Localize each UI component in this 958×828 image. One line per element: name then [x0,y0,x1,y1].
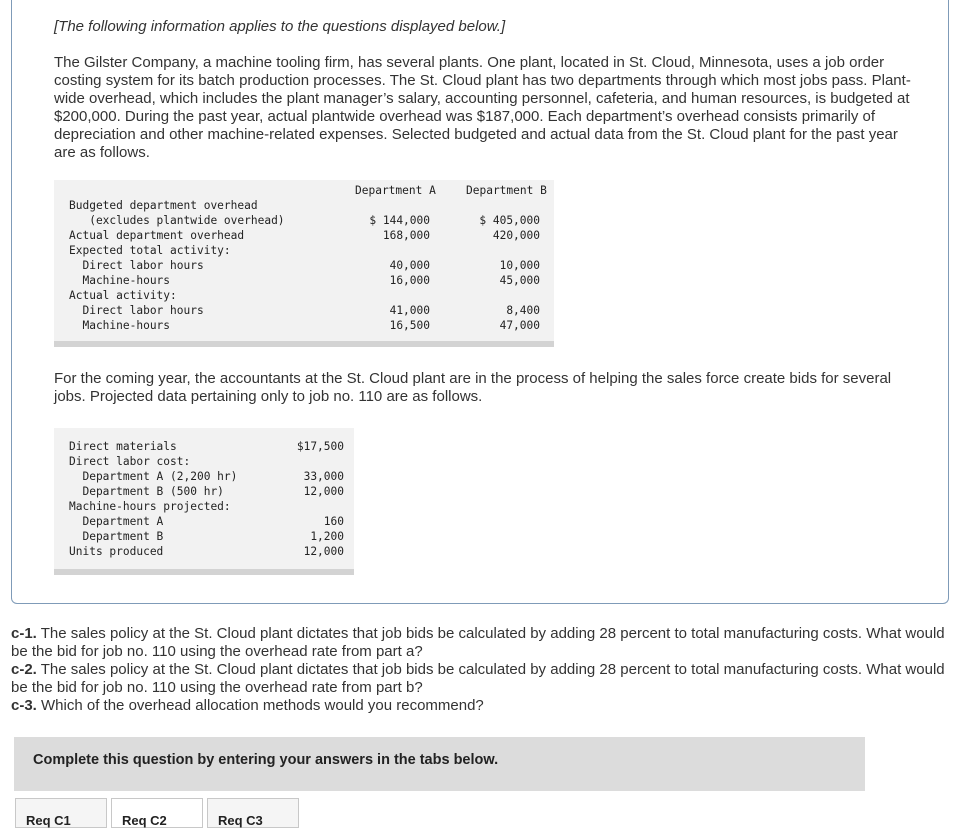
table2-row-value [254,454,344,469]
table2-row-label: Direct labor cost: [69,455,191,468]
question-c3: c-3. Which of the overhead allocation methods would you recommend? [11,697,484,714]
table2-row-label: Department A [69,515,164,528]
table1-row-label: Expected total activity: [69,244,231,257]
col-header-dept-b: Department B [466,184,547,197]
table2-row-label: Machine-hours projected: [69,500,231,513]
table1-cell-dept-b: 420,000 [492,229,540,242]
table1-cell-dept-b: 10,000 [499,259,540,272]
table1-row-label: Actual department overhead [69,229,245,242]
table1-cell-dept-a: 16,000 [389,274,430,287]
table1-cell-dept-a: 41,000 [389,304,430,317]
table1-cell-dept-b [454,243,540,258]
table1-cell-dept-a: $ 144,000 [369,214,430,227]
table2-row-value: $17,500 [296,440,344,453]
table-bottom-rule [54,569,354,575]
table1-row-label: Machine-hours [69,319,171,332]
budget-actual-table [54,180,554,347]
tab-req-c3[interactable]: Req C3 [207,798,299,828]
table2-row-label: Direct materials [69,440,177,453]
table2-row-label: Units produced [69,545,164,558]
job-110-description: For the coming year, the accountants at the St. Cloud plant are in the process of helping the sales force create bids for several jobs. Projected data pertaining only to job no. 110 are as follows. [54,370,892,405]
table-bottom-rule [54,341,554,347]
table1-row-label: Machine-hours [69,274,171,287]
questions-block [11,625,951,715]
tab-req-c2[interactable]: Req C2 [111,798,203,828]
table2-row-value: 160 [323,515,344,528]
table1-cell-dept-a [344,198,430,213]
table1-cell-dept-a: 16,500 [389,319,430,332]
table1-row-label: (excludes plantwide overhead) [69,214,285,227]
table1-cell-dept-b: $ 405,000 [479,214,540,227]
company-description: The Gilster Company, a machine tooling firm, has several plants. One plant, located in St. Cloud, Minnesota, uses a job order costing system for its batch production processes. The St. Cloud plant has two departments through which most jobs pass. Plant-wide overhead, which includes the plant manager’s salary, accounting personnel, cafeteria, and human resources, is budgeted at $200,000. During the past year, actual plantwide overhead was $187,000. Each department’s overhead consists primarily of depreciation and other machine-related expenses. Selected budgeted and actual data from the St. Cloud plant for the past year are as follows. [54,54,911,161]
col-header-dept-a: Department A [355,184,436,197]
complete-prompt: Complete this question by entering your answers in the tabs below. [33,752,499,768]
question-c2: c-2. The sales policy at the St. Cloud plant dictates that job bids be calculated by adding 28 percent to total manufacturing costs. What would be the bid for job no. 110 using the overhead rate from part b? [11,661,945,696]
table1-row-label: Direct labor hours [69,259,204,272]
table1-cell-dept-a [344,288,430,303]
table1-cell-dept-b [454,288,540,303]
table1-cell-dept-a [344,243,430,258]
table1-cell-dept-b: 8,400 [506,304,540,317]
table1-cell-dept-b: 47,000 [499,319,540,332]
job-110-table [54,428,354,575]
table2-row-value [254,499,344,514]
table1-cell-dept-b [454,198,540,213]
table1-row-label: Budgeted department overhead [69,199,258,212]
table2-row-value: 12,000 [303,545,344,558]
table2-row-value: 1,200 [310,530,344,543]
table1-row-label: Direct labor hours [69,304,204,317]
table1-cell-dept-a: 40,000 [389,259,430,272]
intro-note: [The following information applies to the questions displayed below.] [54,18,506,35]
table1-row-label: Actual activity: [69,289,177,302]
table2-row-label: Department A (2,200 hr) [69,470,238,483]
table2-row-value: 12,000 [303,485,344,498]
table2-row-value: 33,000 [303,470,344,483]
instructions-banner [14,737,865,791]
table2-row-label: Department B (500 hr) [69,485,224,498]
tab-req-c1[interactable]: Req C1 [15,798,107,828]
question-c1: c-1. The sales policy at the St. Cloud plant dictates that job bids be calculated by adding 28 percent to total manufacturing costs. What would be the bid for job no. 110 using the overhead rate from part a? [11,625,945,660]
table1-cell-dept-b: 45,000 [499,274,540,287]
table2-row-label: Department B [69,530,164,543]
table1-cell-dept-a: 168,000 [382,229,430,242]
